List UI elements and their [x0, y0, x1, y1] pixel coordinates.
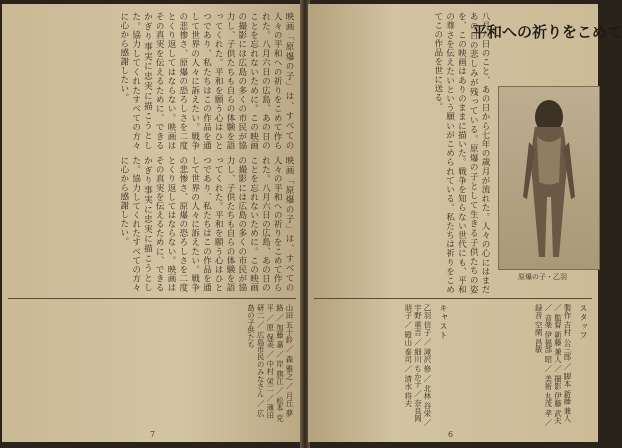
article-photo [498, 86, 600, 270]
page-number-left: 7 [150, 430, 156, 439]
section-divider [8, 298, 296, 299]
page-number-right: 6 [448, 430, 454, 439]
left-body-text: 映画「原爆の子」は、すべての人々の平和への祈りをこめて作られた。八月六日の広島、あの日のことを忘れないために。この映画の撮影には広島の多くの市民が協力し、子供たちも自らの体験を語ってくれた。平和を願う心はひとつであり、私たちはこの作品を通して世界の人々に訴えたい。戦争の悲惨さ、原爆の恐ろしさを二度とくり返してはならない。映画はその真実を伝えるために、できるかぎり事実に忠実に描こうとした。協力してくれたすべての方々に心から感謝したい。 [118, 12, 294, 150]
figure-illustration [499, 87, 599, 269]
staff-credits-list: 製作 吉村 公三郎 ／ 脚本 新藤 兼人 ／ 監督 新藤 兼人 ／ 撮影 伊藤 武夫 ／ 音楽 伊福部 昭 ／ 美術 丸茂 孝 ／ 録音 空閑 昌敏 [534, 304, 572, 427]
left-credits-list: 山田 五十鈴 ／ 森 雅之 ／ 月丘 夢路 ／ 加藤 嘉 ／ 岸 旗江 ／ 松本 克平 ／ 原 保美 ／ 中村 栄二 ／ 薄田 研二 ／ 広島市民のみなさん ／ 広島の子供たち [246, 304, 294, 422]
cast-heading: キャスト [439, 304, 448, 340]
right-page [308, 4, 622, 442]
staff-heading: スタッフ [579, 304, 588, 340]
photo-caption: 原爆の子・乙羽 [518, 273, 567, 281]
section-divider [314, 298, 592, 299]
left-body-text-lower: 映画「原爆の子」は、すべての人々の平和への祈りをこめて作られた。八月六日の広島、あの日のことを忘れないために。この映画の撮影には広島の多くの市民が協力し、子供たちも自らの体験を語ってくれた。平和を願う心はひとつであり、私たちはこの作品を通して世界の人々に訴えたい。戦争の悲惨さ、原爆の恐ろしさを二度とくり返してはならない。映画はその真実を伝えるために、できるかぎり事実に忠実に描こうとした。協力してくれたすべての方々に心から感謝したい。 [118, 156, 294, 292]
left-page [2, 4, 302, 442]
article-title: 平和への祈りをこめて [472, 23, 622, 41]
right-body-text: 八月六日のこと、あの日から七年の歳月が流れた。人々の心にはまだあの日の悲しみが残っている。原爆の子として生きる子供たちの姿を、この映画はありのままに描いた。戦争を知らない世代にも、平和の尊さを伝えたいという願いがこめられている。私たちは祈りをこめてこの作品を世に送る。 [432, 12, 490, 294]
cast-credits-list: 乙羽 信子 ／ 滝沢 修 ／ 北林 谷栄 ／ 宇野 重吉 ／ 細川 ちか子 ／ 奈良岡 朋子 ／ 殿山 泰司 ／ 清水 将夫 [403, 304, 432, 427]
